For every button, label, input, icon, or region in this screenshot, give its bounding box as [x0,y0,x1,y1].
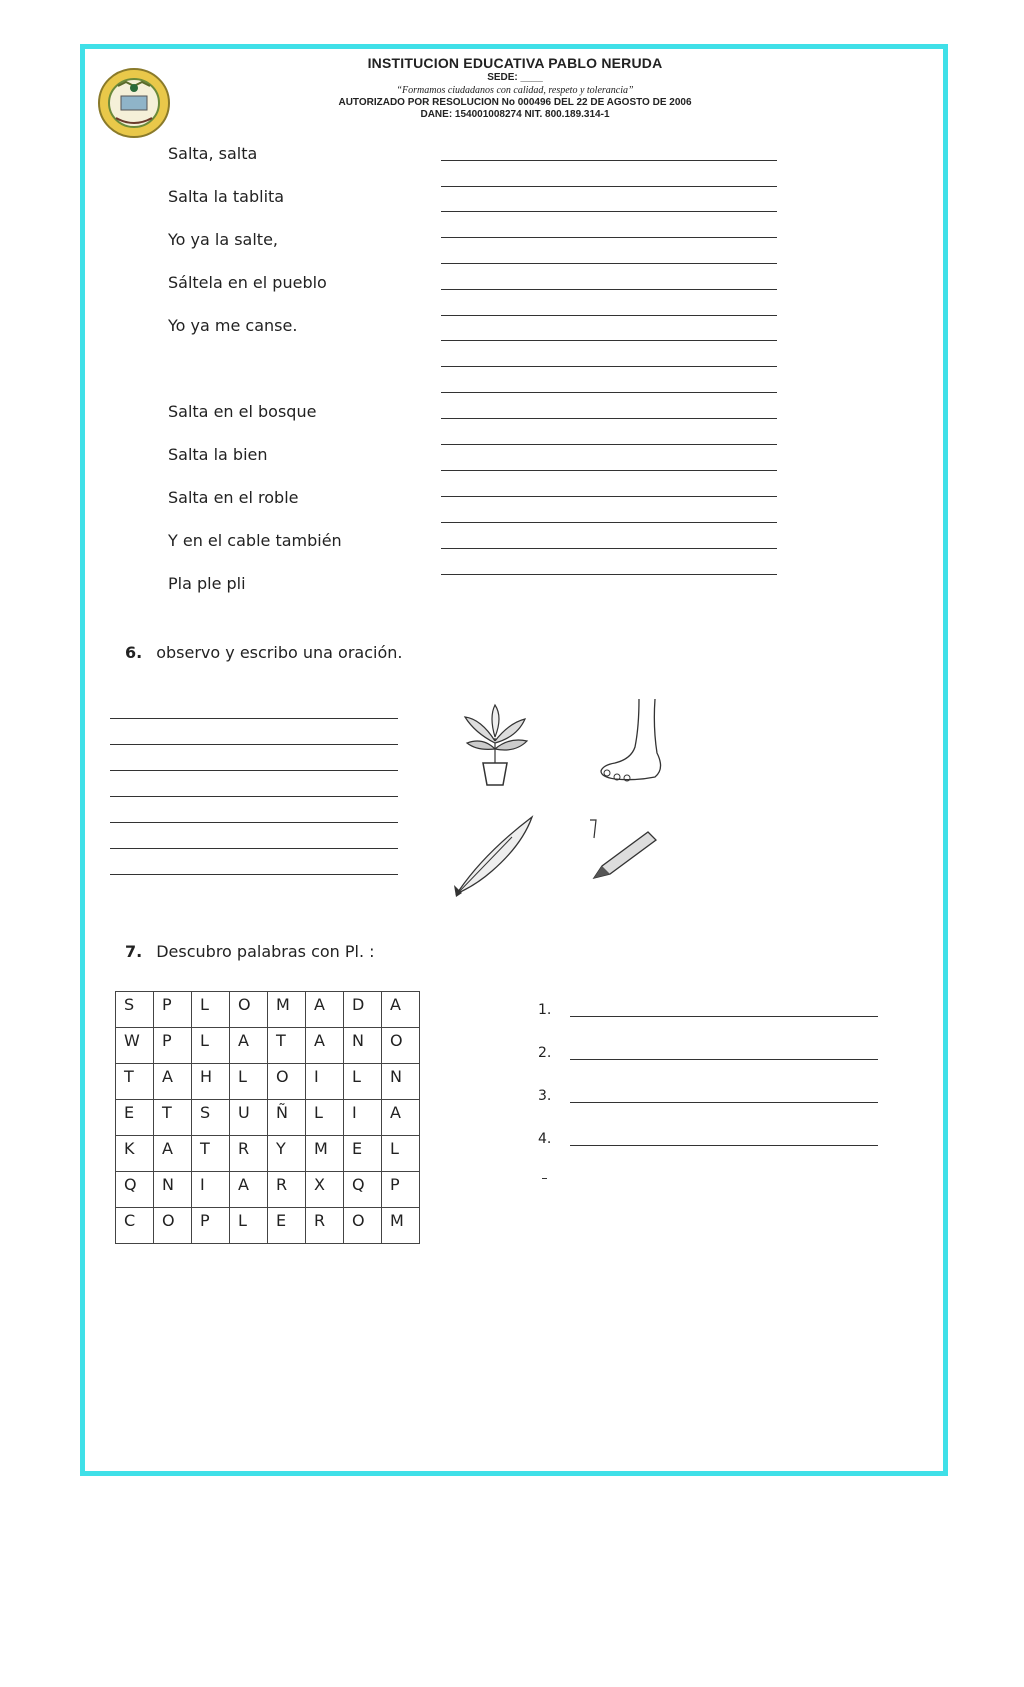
writing-line[interactable] [441,186,777,187]
word-search-cell[interactable]: L [344,1064,382,1100]
word-search-cell[interactable]: I [306,1064,344,1100]
poem-line: Yo ya me canse. [168,316,298,335]
word-search-cell[interactable]: D [344,992,382,1028]
exercise-6-heading [125,643,402,662]
word-search-cell[interactable]: H [192,1064,230,1100]
poem-line: Salta en el roble [168,488,299,507]
word-search-cell[interactable]: E [268,1208,306,1244]
word-search-cell[interactable]: L [192,992,230,1028]
word-search-cell[interactable]: N [344,1028,382,1064]
poem-line: Salta la bien [168,445,268,464]
word-search-cell[interactable]: A [382,992,420,1028]
authorization-text: AUTORIZADO POR RESOLUCION No 000496 DEL 22 DE AGOSTO DE 2006 [338,97,692,108]
word-search-cell[interactable]: A [154,1136,192,1172]
poem-line: Salta, salta [168,144,258,163]
feather-icon [452,815,544,897]
writing-line[interactable] [441,263,777,264]
poem-line: Yo ya la salte, [168,230,279,249]
word-search-row [116,1208,420,1244]
word-search-cell[interactable]: R [306,1208,344,1244]
word-search-cell[interactable]: A [306,1028,344,1064]
writing-line[interactable] [441,496,777,497]
sede-label: SEDE: ____ [487,72,543,83]
word-search-cell[interactable]: N [154,1172,192,1208]
word-search-cell[interactable]: Y [268,1136,306,1172]
word-search-cell[interactable]: O [344,1208,382,1244]
word-search-cell[interactable]: E [344,1136,382,1172]
foot-icon [595,697,675,789]
word-search-cell[interactable]: Q [116,1172,154,1208]
writing-line[interactable] [441,392,777,393]
word-search-cell[interactable]: U [230,1100,268,1136]
word-search-cell[interactable]: L [382,1136,420,1172]
word-search-cell[interactable]: T [268,1028,306,1064]
word-search-cell[interactable]: X [306,1172,344,1208]
exercise-instruction: Descubro palabras con Pl. : [156,942,375,961]
word-search-cell[interactable]: P [192,1208,230,1244]
word-search-cell[interactable]: P [382,1172,420,1208]
word-search-cell[interactable]: M [306,1136,344,1172]
word-search-row [116,1064,420,1100]
writing-line[interactable] [110,822,398,823]
school-name: INSTITUCION EDUCATIVA PABLO NERUDA [367,55,663,71]
word-search-cell[interactable]: Ñ [268,1100,306,1136]
small-dash [542,1178,547,1179]
word-search-cell[interactable]: L [230,1208,268,1244]
word-search-cell[interactable]: P [154,992,192,1028]
word-search-cell[interactable]: A [382,1100,420,1136]
word-search-cell[interactable]: P [154,1028,192,1064]
word-search-cell[interactable]: S [192,1100,230,1136]
word-search-cell[interactable]: O [382,1028,420,1064]
writing-line[interactable] [441,470,777,471]
word-search-cell[interactable]: T [154,1100,192,1136]
writing-line[interactable] [110,770,398,771]
word-search-cell[interactable]: T [192,1136,230,1172]
word-search-cell[interactable]: A [154,1064,192,1100]
writing-line[interactable] [441,315,777,316]
word-search-cell[interactable]: C [116,1208,154,1244]
word-search-cell[interactable]: N [382,1064,420,1100]
word-search-cell[interactable]: A [230,1172,268,1208]
writing-line[interactable] [110,744,398,745]
writing-line[interactable] [441,366,777,367]
word-search-cell[interactable]: O [230,992,268,1028]
writing-line[interactable] [441,574,777,575]
word-search-cell[interactable]: M [382,1208,420,1244]
word-search-row [116,1028,420,1064]
word-search-cell[interactable]: A [306,992,344,1028]
dane-nit-text: DANE: 154001008274 NIT. 800.189.314-1 [420,109,610,120]
word-search-grid [115,991,420,1244]
answer-line[interactable] [570,1145,878,1146]
word-search-row [116,1172,420,1208]
exercise-instruction: observo y escribo una oración. [156,643,403,662]
word-search-cell[interactable]: T [116,1064,154,1100]
poem-line: Pla ple pli [168,574,246,593]
writing-line[interactable] [441,160,777,161]
writing-line[interactable] [110,796,398,797]
word-search-cell[interactable]: E [116,1100,154,1136]
answer-line[interactable] [570,1059,878,1060]
poem-line: Salta la tablita [168,187,285,206]
word-search-cell[interactable]: O [268,1064,306,1100]
word-search-cell[interactable]: L [306,1100,344,1136]
word-search-cell[interactable]: W [116,1028,154,1064]
answer-number: 3. [538,1088,552,1104]
word-search-cell[interactable]: L [230,1064,268,1100]
writing-line[interactable] [441,211,777,212]
plant-icon [455,703,535,789]
poem-line: Sáltela en el pueblo [168,273,327,292]
writing-line[interactable] [110,874,398,875]
word-search-cell[interactable]: R [230,1136,268,1172]
pen-icon [588,818,660,882]
answer-line[interactable] [570,1016,878,1017]
word-search-cell[interactable]: A [230,1028,268,1064]
word-search-cell[interactable]: S [116,992,154,1028]
word-search-cell[interactable]: L [192,1028,230,1064]
answer-line[interactable] [570,1102,878,1103]
writing-line[interactable] [441,340,777,341]
poem-line: Y en el cable también [168,531,342,550]
word-search-cell[interactable]: Q [344,1172,382,1208]
word-search-row [116,1136,420,1172]
writing-line[interactable] [441,289,777,290]
word-search-cell[interactable]: M [268,992,306,1028]
word-search-cell[interactable]: I [344,1100,382,1136]
writing-line[interactable] [110,848,398,849]
word-search-row [116,992,420,1028]
poem-line: Salta en el bosque [168,402,317,421]
writing-line[interactable] [110,718,398,719]
word-search-cell[interactable]: K [116,1136,154,1172]
word-search-cell[interactable]: R [268,1172,306,1208]
answer-number: 2. [538,1045,552,1061]
word-search-cell[interactable]: I [192,1172,230,1208]
answer-number: 1. [538,1002,552,1018]
writing-line[interactable] [441,522,777,523]
writing-line[interactable] [441,444,777,445]
exercise-number: 7. [125,942,143,961]
school-motto: “Formamos ciudadanos con calidad, respeto y tolerancia” [396,85,634,96]
exercise-number: 6. [125,643,143,662]
exercise-7-heading [125,942,375,961]
writing-line[interactable] [441,548,777,549]
school-logo [96,66,172,140]
word-search-row [116,1100,420,1136]
writing-line[interactable] [441,418,777,419]
writing-line[interactable] [441,237,777,238]
document-header [260,55,770,121]
answer-number: 4. [538,1131,552,1147]
word-search-cell[interactable]: O [154,1208,192,1244]
